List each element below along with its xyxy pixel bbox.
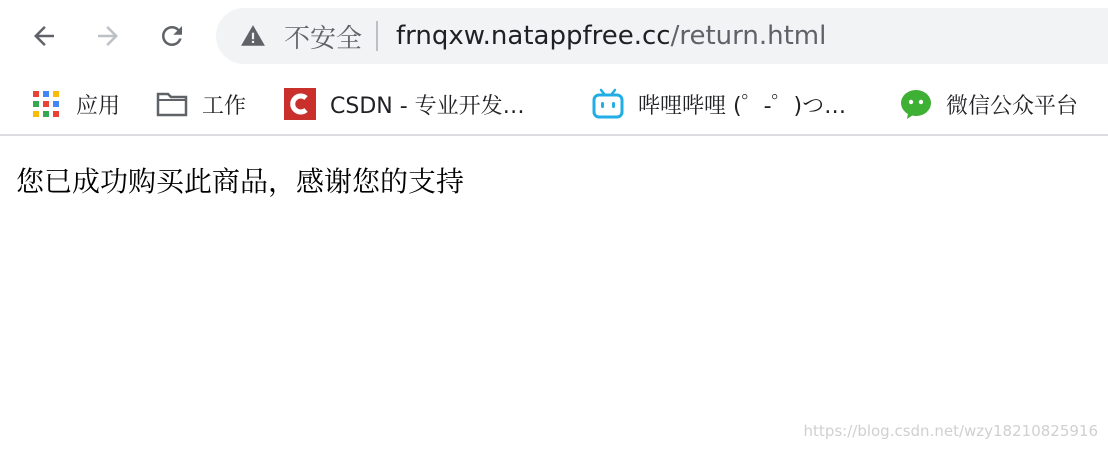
bookmark-bilibili[interactable] [592,74,846,134]
forward-button[interactable] [86,14,130,58]
security-label[interactable]: 不安全 [284,23,363,54]
bookmark-label: 工作 [202,93,247,119]
bookmarks-bar [0,74,1108,136]
bookmark-wechat[interactable] [900,74,1078,134]
url-path: /return.html [670,21,827,51]
bookmark-label: CSDN - 专业开发… [330,93,525,119]
reload-button[interactable] [150,14,194,58]
bookmark-apps[interactable] [30,74,120,134]
reload-icon [157,21,187,51]
bookmark-label: 微信公众平台 [946,93,1079,119]
browser-toolbar [0,0,1108,74]
url-text[interactable] [396,21,826,51]
bilibili-icon [592,88,624,120]
arrow-right-icon [93,21,123,51]
url-host: frnqxw.natappfree.cc [396,21,671,51]
arrow-left-icon [29,21,59,51]
folder-icon [156,88,188,120]
address-bar[interactable] [216,8,1108,64]
watermark-url: https://blog.csdn.net/wzy18210825916 [803,422,1098,440]
omnibox-separator [376,21,378,51]
csdn-icon [284,88,316,120]
purchase-success-message: 您已成功购买此商品，感谢您的支持 [16,165,465,198]
bookmark-folder-work[interactable] [156,74,246,134]
bookmark-label: 应用 [76,93,121,119]
apps-grid-icon [30,88,62,120]
back-button[interactable] [22,14,66,58]
bookmark-label: 哔哩哔哩 (゜-゜)つ… [638,93,847,119]
warning-triangle-icon[interactable] [240,23,266,49]
page-content [0,138,1108,450]
wechat-icon [900,88,932,120]
bookmark-csdn[interactable] [284,74,525,134]
